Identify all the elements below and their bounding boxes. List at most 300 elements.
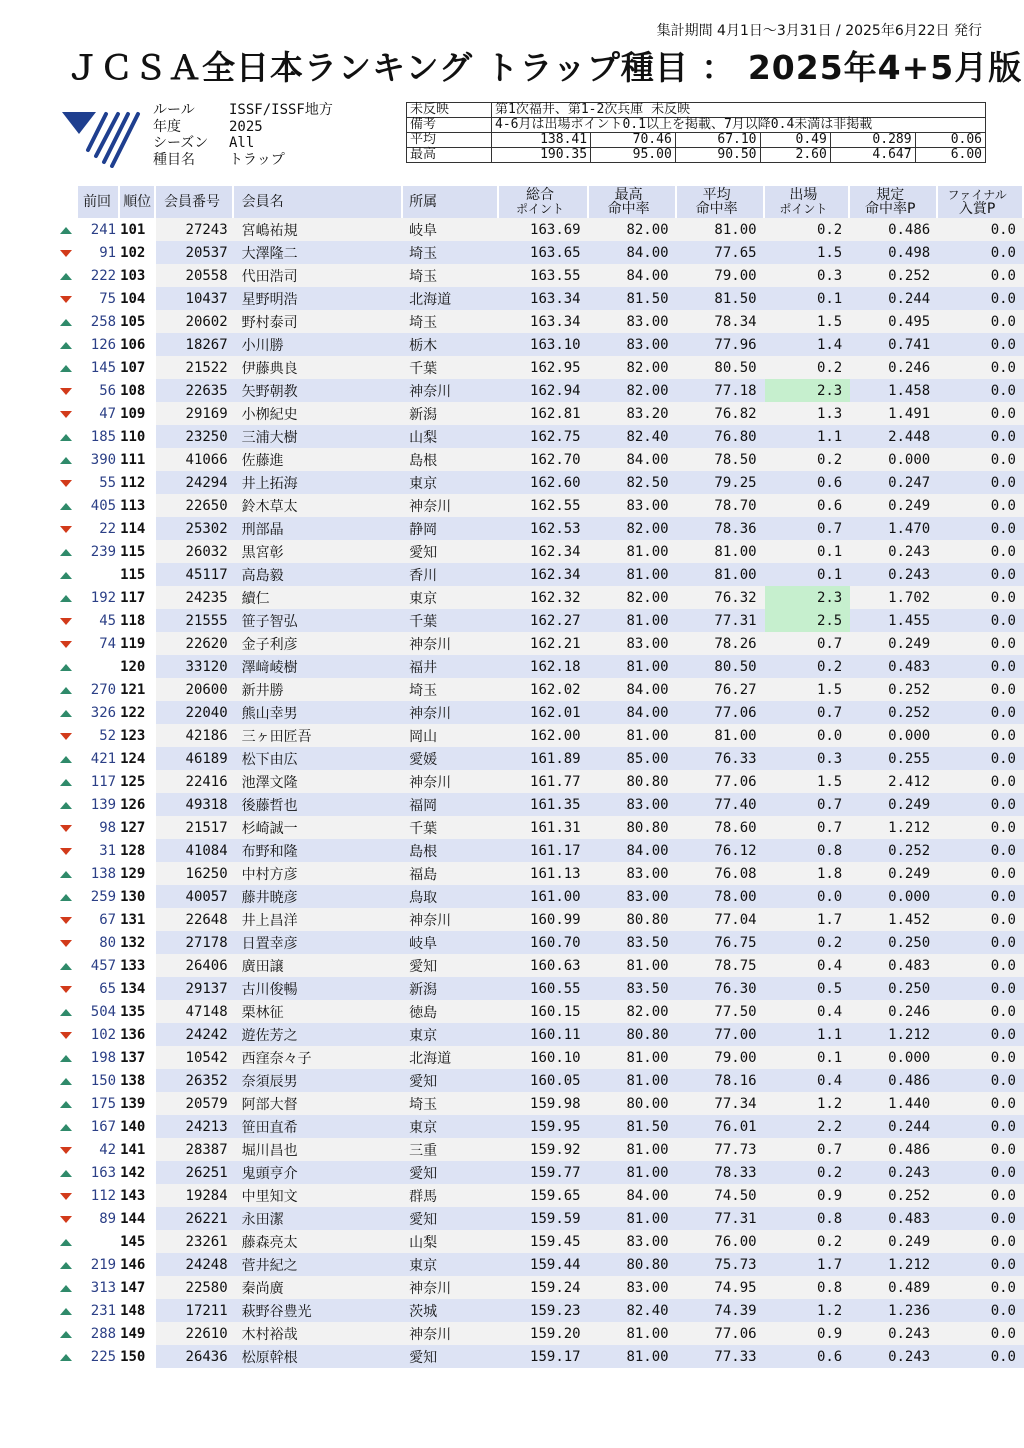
club: 東京: [403, 1115, 499, 1138]
best-rate: 81.00: [589, 724, 677, 747]
trend-cell: [54, 1230, 78, 1253]
avg-rate: 75.73: [677, 1253, 765, 1276]
member-name: 高島毅: [234, 563, 403, 586]
reg-rate-points: 2.448: [850, 425, 938, 448]
avg-rate: 76.27: [677, 678, 765, 701]
reg-rate-points: 0.252: [850, 839, 938, 862]
avg-rate: 79.00: [677, 264, 765, 287]
table-row: [54, 701, 1024, 724]
entry-points: 1.5: [765, 678, 851, 701]
avg-value: 0.49: [760, 133, 830, 148]
club: 愛知: [403, 1069, 499, 1092]
prev-rank: 138: [90, 865, 117, 882]
entry-points: 0.9: [765, 1322, 851, 1345]
member-name: 小川勝: [234, 333, 403, 356]
trend-down-icon: [60, 1193, 72, 1200]
member-no: 20579: [156, 1092, 233, 1115]
total-points: 159.98: [499, 1092, 588, 1115]
member-name: 古川俊暢: [234, 977, 403, 1000]
rank: 143: [120, 1187, 146, 1204]
rank: 135: [120, 1003, 146, 1020]
trend-up-icon: [60, 756, 72, 763]
prev-rank: 192: [90, 589, 117, 606]
meta-key: ルール: [153, 102, 195, 118]
final-points: 0.0: [938, 1000, 1024, 1023]
reg-rate-points: 1.212: [850, 1023, 938, 1046]
final-points: 0.0: [938, 862, 1024, 885]
best-rate: 85.00: [589, 747, 677, 770]
table-row: [54, 517, 1024, 540]
total-points: 160.55: [499, 977, 588, 1000]
avg-rate: 79.00: [677, 1046, 765, 1069]
avg-rate: 77.65: [677, 241, 765, 264]
trend-cell: [54, 333, 78, 356]
trend-up-icon: [60, 595, 72, 602]
reg-rate-points: 1.470: [850, 517, 938, 540]
prev-rank: 117: [90, 773, 117, 790]
rank: 113: [120, 497, 146, 514]
prev-rank: 22: [99, 520, 117, 537]
total-points: 160.11: [499, 1023, 588, 1046]
rank: 124: [120, 750, 146, 767]
col-club: 所属: [403, 186, 499, 218]
entry-points: 2.3: [765, 586, 851, 609]
member-name: 奈須辰男: [234, 1069, 403, 1092]
col-total-2: ポイント: [516, 202, 565, 216]
member-no: 47148: [156, 1000, 233, 1023]
trend-up-icon: [60, 342, 72, 349]
entry-points: 1.7: [765, 908, 851, 931]
total-points: 162.95: [499, 356, 588, 379]
prev-rank: [78, 563, 120, 586]
col-total: [499, 186, 588, 218]
total-points: 162.02: [499, 678, 588, 701]
final-points: 0.0: [938, 655, 1024, 678]
total-points: 160.63: [499, 954, 588, 977]
best-rate: 80.00: [589, 1092, 677, 1115]
rank: 145: [120, 1233, 146, 1250]
max-value: 2.60: [760, 148, 830, 163]
col-prev: 前回: [78, 186, 120, 218]
final-points: 0.0: [938, 379, 1024, 402]
trend-down-icon: [60, 250, 72, 257]
entry-points: 0.4: [765, 1000, 851, 1023]
prev-rank: [78, 1230, 120, 1253]
table-row: [54, 862, 1024, 885]
best-rate: 84.00: [589, 1184, 677, 1207]
member-name: 矢野朝教: [234, 379, 403, 402]
final-points: 0.0: [938, 609, 1024, 632]
unreflected-label: 未反映: [407, 103, 492, 118]
total-points: 162.60: [499, 471, 588, 494]
member-name: 小栁紀史: [234, 402, 403, 425]
entry-points: 0.7: [765, 816, 851, 839]
club: 神奈川: [403, 770, 499, 793]
member-name: 井上昌洋: [234, 908, 403, 931]
trend-up-icon: [60, 1331, 72, 1338]
final-points: 0.0: [938, 1207, 1024, 1230]
reg-rate-points: 0.000: [850, 885, 938, 908]
member-no: 41066: [156, 448, 233, 471]
final-points: 0.0: [938, 1345, 1024, 1368]
ranking-table: [54, 186, 1024, 1368]
club: 鳥取: [403, 885, 499, 908]
final-points: 0.0: [938, 241, 1024, 264]
final-points: 0.0: [938, 1276, 1024, 1299]
reg-rate-points: 1.458: [850, 379, 938, 402]
table-row: [54, 448, 1024, 471]
rank: 107: [120, 359, 146, 376]
rank: 122: [120, 704, 146, 721]
final-points: 0.0: [938, 839, 1024, 862]
trend-cell: [54, 1207, 78, 1230]
trend-up-icon: [60, 1055, 72, 1062]
final-points: 0.0: [938, 586, 1024, 609]
total-points: 163.65: [499, 241, 588, 264]
best-rate: 83.00: [589, 310, 677, 333]
best-rate: 82.00: [589, 379, 677, 402]
prev-rank: 270: [90, 681, 117, 698]
best-rate: 83.00: [589, 793, 677, 816]
best-rate: 80.80: [589, 1253, 677, 1276]
final-points: 0.0: [938, 448, 1024, 471]
meta-value: トラップ: [229, 151, 285, 168]
col-entry-1: 出場: [789, 187, 818, 203]
reg-rate-points: 2.412: [850, 770, 938, 793]
prev-rank: [78, 655, 120, 678]
best-rate: 83.20: [589, 402, 677, 425]
member-name: 宮嶋祐規: [234, 218, 403, 241]
prev-rank: 52: [99, 727, 117, 744]
prev-rank: 89: [99, 1210, 117, 1227]
prev-rank: 504: [90, 1003, 117, 1020]
trend-cell: [54, 264, 78, 287]
prev-rank: 175: [90, 1095, 117, 1112]
avg-rate: 81.50: [677, 287, 765, 310]
best-rate: 82.00: [589, 218, 677, 241]
final-points: 0.0: [938, 701, 1024, 724]
trend-down-icon: [60, 480, 72, 487]
trend-up-icon: [60, 710, 72, 717]
avg-rate: 79.25: [677, 471, 765, 494]
entry-points: 1.5: [765, 310, 851, 333]
entry-points: 2.3: [765, 379, 851, 402]
entry-points: 0.6: [765, 1345, 851, 1368]
prev-rank: 55: [99, 474, 117, 491]
table-row: [54, 977, 1024, 1000]
reg-rate-points: 0.483: [850, 1207, 938, 1230]
table-row: [54, 1207, 1024, 1230]
avg-rate: 78.36: [677, 517, 765, 540]
trend-up-icon: [60, 1124, 72, 1131]
final-points: 0.0: [938, 1115, 1024, 1138]
member-no: 16250: [156, 862, 233, 885]
member-no: 26352: [156, 1069, 233, 1092]
club: 岐阜: [403, 931, 499, 954]
col-total-1: 総合: [526, 187, 555, 203]
total-points: 162.00: [499, 724, 588, 747]
final-points: 0.0: [938, 1023, 1024, 1046]
final-points: 0.0: [938, 1046, 1024, 1069]
trend-cell: [54, 609, 78, 632]
total-points: 159.17: [499, 1345, 588, 1368]
total-points: 162.34: [499, 563, 588, 586]
trend-cell: [54, 1345, 78, 1368]
prev-rank: 75: [99, 290, 117, 307]
club: 岡山: [403, 724, 499, 747]
total-points: 161.13: [499, 862, 588, 885]
rank: 114: [120, 520, 146, 537]
total-points: 161.89: [499, 747, 588, 770]
avg-value: 67.10: [675, 133, 760, 148]
prev-rank: 112: [90, 1187, 117, 1204]
col-reg-2: 命中率P: [865, 201, 916, 217]
reg-rate-points: 0.243: [850, 1322, 938, 1345]
rank: 125: [120, 773, 146, 790]
member-name: 伊藤典良: [234, 356, 403, 379]
rank: 119: [120, 635, 146, 652]
club: 群馬: [403, 1184, 499, 1207]
best-rate: 83.00: [589, 333, 677, 356]
trend-down-icon: [60, 618, 72, 625]
final-points: 0.0: [938, 540, 1024, 563]
total-points: 162.01: [499, 701, 588, 724]
prev-rank: 241: [90, 221, 117, 238]
trend-up-icon: [60, 457, 72, 464]
total-points: 161.17: [499, 839, 588, 862]
rank: 134: [120, 980, 146, 997]
table-row: [54, 770, 1024, 793]
table-row: [54, 310, 1024, 333]
entry-points: 0.9: [765, 1184, 851, 1207]
col-avg: [677, 186, 765, 218]
member-no: 24213: [156, 1115, 233, 1138]
meta-key: 年度: [153, 118, 181, 135]
club: 東京: [403, 586, 499, 609]
avg-rate: 76.08: [677, 862, 765, 885]
trend-cell: [54, 1184, 78, 1207]
prev-rank: 80: [99, 934, 117, 951]
trend-down-icon: [60, 411, 72, 418]
member-name: 遊佐芳之: [234, 1023, 403, 1046]
avg-rate: 76.30: [677, 977, 765, 1000]
rank: 148: [120, 1302, 146, 1319]
rank: 127: [120, 819, 146, 836]
table-row: [54, 724, 1024, 747]
final-points: 0.0: [938, 1230, 1024, 1253]
trend-cell: [54, 1253, 78, 1276]
table-row: [54, 931, 1024, 954]
final-points: 0.0: [938, 816, 1024, 839]
member-no: 26436: [156, 1345, 233, 1368]
avg-rate: 78.33: [677, 1161, 765, 1184]
reg-rate-points: 0.000: [850, 448, 938, 471]
trend-cell: [54, 862, 78, 885]
trend-down-icon: [60, 526, 72, 533]
member-no: 20537: [156, 241, 233, 264]
best-rate: 84.00: [589, 448, 677, 471]
max-value: 6.00: [915, 148, 985, 163]
page-title: ＪＣＳＡ全日本ランキング トラップ種目 ： 2025年4+5月版: [66, 48, 1023, 87]
entry-points: 2.2: [765, 1115, 851, 1138]
final-points: 0.0: [938, 1069, 1024, 1092]
total-points: 162.94: [499, 379, 588, 402]
trend-cell: [54, 310, 78, 333]
trend-up-icon: [60, 779, 72, 786]
member-name: 鈴木草太: [234, 494, 403, 517]
trend-cell: [54, 379, 78, 402]
member-no: 22040: [156, 701, 233, 724]
entry-points: 0.8: [765, 839, 851, 862]
rank: 132: [120, 934, 146, 951]
member-name: 星野明浩: [234, 287, 403, 310]
rank: 139: [120, 1095, 146, 1112]
total-points: 162.70: [499, 448, 588, 471]
total-points: 159.24: [499, 1276, 588, 1299]
table-row: [54, 425, 1024, 448]
entry-points: 1.1: [765, 1023, 851, 1046]
trend-cell: [54, 402, 78, 425]
member-no: 22635: [156, 379, 233, 402]
rank: 105: [120, 313, 146, 330]
club: 島根: [403, 839, 499, 862]
table-row: [54, 1161, 1024, 1184]
prev-rank: 288: [90, 1325, 117, 1342]
total-points: 162.55: [499, 494, 588, 517]
avg-rate: 76.32: [677, 586, 765, 609]
info-table: [406, 102, 986, 163]
table-row: [54, 793, 1024, 816]
col-reg: [850, 186, 938, 218]
avg-rate: 78.34: [677, 310, 765, 333]
reg-rate-points: 0.000: [850, 1046, 938, 1069]
entry-points: 0.2: [765, 655, 851, 678]
reg-rate-points: 0.249: [850, 793, 938, 816]
best-rate: 80.80: [589, 908, 677, 931]
avg-rate: 77.50: [677, 1000, 765, 1023]
reg-rate-points: 0.243: [850, 540, 938, 563]
entry-points: 0.3: [765, 264, 851, 287]
entry-points: 1.8: [765, 862, 851, 885]
rank: 136: [120, 1026, 146, 1043]
member-name: 笹田直希: [234, 1115, 403, 1138]
rank: 133: [120, 957, 146, 974]
trend-down-icon: [60, 825, 72, 832]
best-rate: 82.40: [589, 1299, 677, 1322]
entry-points: 1.7: [765, 1253, 851, 1276]
reg-rate-points: 1.440: [850, 1092, 938, 1115]
member-name: 佐藤進: [234, 448, 403, 471]
club: 福岡: [403, 793, 499, 816]
member-no: 24235: [156, 586, 233, 609]
trend-cell: [54, 724, 78, 747]
trend-up-icon: [60, 963, 72, 970]
member-no: 27178: [156, 931, 233, 954]
col-avg-2: 命中率: [695, 201, 738, 217]
best-rate: 81.00: [589, 1322, 677, 1345]
club: 静岡: [403, 517, 499, 540]
prev-rank: 126: [90, 336, 117, 353]
trend-up-icon: [60, 1009, 72, 1016]
reg-rate-points: 0.483: [850, 655, 938, 678]
best-rate: 84.00: [589, 839, 677, 862]
reg-rate-points: 1.212: [850, 1253, 938, 1276]
best-rate: 83.00: [589, 1230, 677, 1253]
member-no: 24242: [156, 1023, 233, 1046]
table-row: [54, 885, 1024, 908]
best-rate: 81.00: [589, 609, 677, 632]
rank: 101: [120, 221, 146, 238]
trend-cell: [54, 1023, 78, 1046]
club: 神奈川: [403, 494, 499, 517]
trend-cell: [54, 356, 78, 379]
remarks-value: 4-6月は出場ポイント0.1以上を掲載、7月以降0.4未満は非掲載: [492, 118, 986, 133]
reg-rate-points: 0.255: [850, 747, 938, 770]
prev-rank: 198: [90, 1049, 117, 1066]
total-points: 162.81: [499, 402, 588, 425]
total-points: 161.35: [499, 793, 588, 816]
rank: 120: [120, 658, 146, 675]
best-rate: 80.80: [589, 816, 677, 839]
best-rate: 81.50: [589, 287, 677, 310]
col-avg-1: 平均: [702, 187, 731, 203]
prev-rank: 405: [90, 497, 117, 514]
member-name: 菅井紀之: [234, 1253, 403, 1276]
avg-rate: 77.06: [677, 701, 765, 724]
member-name: 栗林征: [234, 1000, 403, 1023]
member-no: 26221: [156, 1207, 233, 1230]
table-row: [54, 954, 1024, 977]
final-points: 0.0: [938, 287, 1024, 310]
member-name: 中村方彦: [234, 862, 403, 885]
max-value: 4.647: [830, 148, 915, 163]
table-row: [54, 1000, 1024, 1023]
table-row: [54, 747, 1024, 770]
reg-rate-points: 0.244: [850, 287, 938, 310]
avg-rate: 76.12: [677, 839, 765, 862]
prev-rank: 139: [90, 796, 117, 813]
member-no: 26251: [156, 1161, 233, 1184]
prev-rank: 74: [99, 635, 117, 652]
trend-down-icon: [60, 641, 72, 648]
col-name: 会員名: [234, 186, 403, 218]
final-points: 0.0: [938, 333, 1024, 356]
member-no: 26406: [156, 954, 233, 977]
trend-up-icon: [60, 273, 72, 280]
trend-up-icon: [60, 871, 72, 878]
best-rate: 80.80: [589, 1023, 677, 1046]
table-row: [54, 816, 1024, 839]
table-row: [54, 609, 1024, 632]
trend-cell: [54, 977, 78, 1000]
total-points: 163.34: [499, 310, 588, 333]
table-header-row: [54, 186, 1024, 218]
best-rate: 81.50: [589, 1115, 677, 1138]
member-no: 46189: [156, 747, 233, 770]
table-row: [54, 1023, 1024, 1046]
entry-points: 0.7: [765, 1138, 851, 1161]
member-no: 33120: [156, 655, 233, 678]
table-row: [54, 402, 1024, 425]
trend-cell: [54, 678, 78, 701]
trend-up-icon: [60, 227, 72, 234]
avg-rate: 77.33: [677, 1345, 765, 1368]
member-no: 18267: [156, 333, 233, 356]
rank: 149: [120, 1325, 146, 1342]
total-points: 160.05: [499, 1069, 588, 1092]
best-rate: 82.00: [589, 586, 677, 609]
reg-rate-points: 0.486: [850, 218, 938, 241]
